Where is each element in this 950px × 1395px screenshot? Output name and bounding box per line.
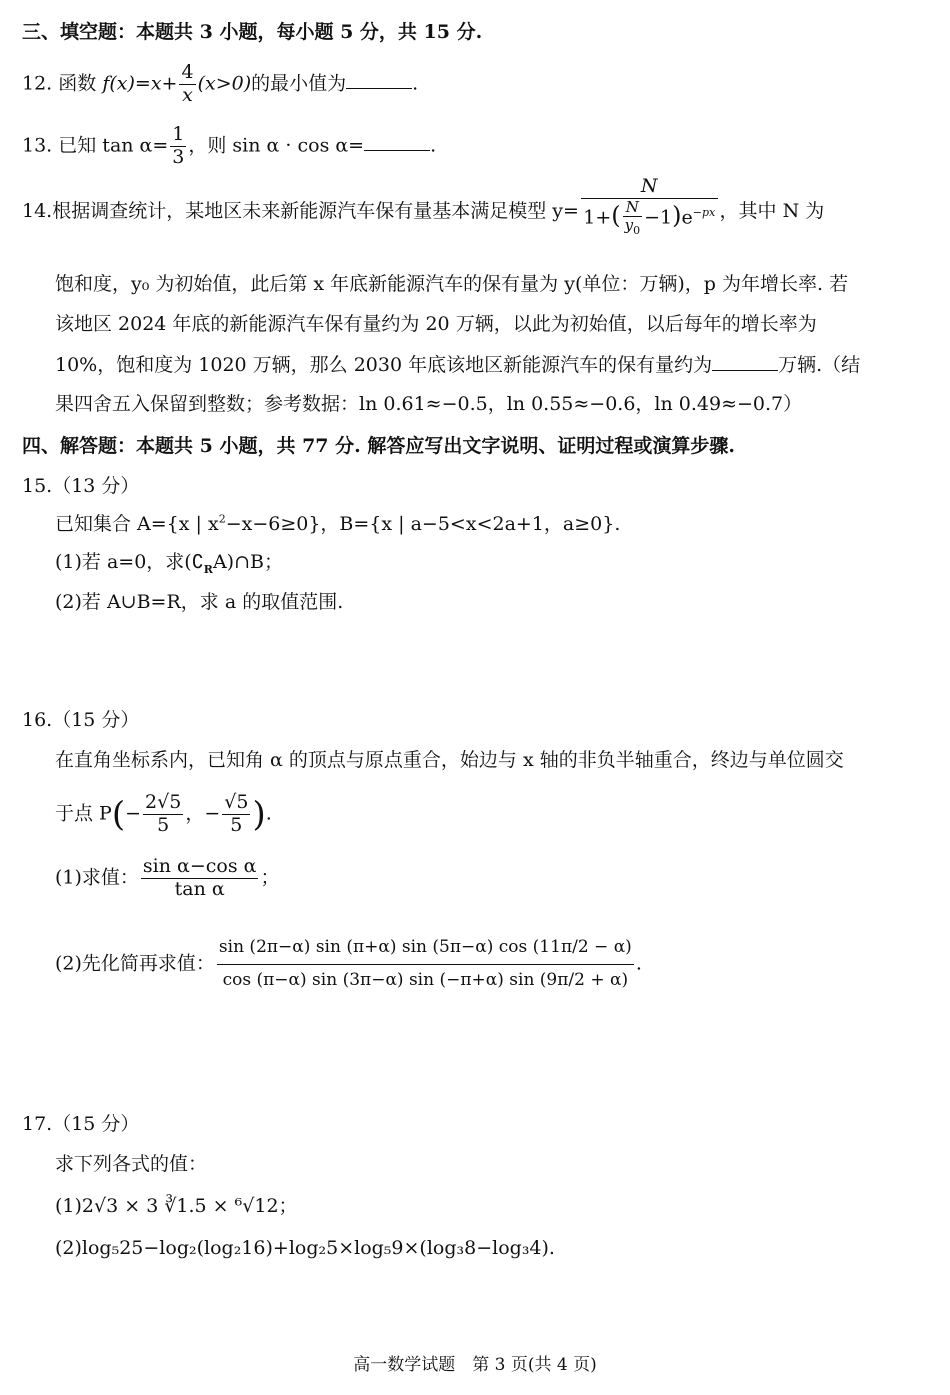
q14-number: 14. [22, 199, 53, 222]
part1-fraction: $\frac{\text{sin α−cos α}}{\text{tan α}}$ [142, 855, 257, 900]
part2-fraction: $\frac{\sin (2\pi-\alpha) \sin (\pi+\alpha) \sin (5\pi-\alpha) \cos (11\pi/2 - \alpha)}{\cos (\pi-\alpha) \sin (3\pi-\alpha) \sin (-\pi+\alpha) \sin (9\pi/2 + \alpha)}$ [217, 932, 634, 996]
question-16-part1: (1)求值： $\frac{\text{sin α−cos α}}{\text{tan α}}$ ； [55, 855, 280, 900]
q14-model-fraction: N 1+( $\frac{N}{y_0}$ $-1)e^{-px}$ [581, 176, 718, 238]
question-13: 13. 已知 tan α= $\frac{1}{3}$ ，则 sin α · cos α= . [22, 123, 437, 168]
question-17-part2: (2)log₅25−log₂(log₂16)+log₂5×log₅9×(log₃8−log₃4). [55, 1237, 555, 1259]
question-15-head: 15.（13 分） [22, 475, 140, 497]
question-14-line3: 该地区 2024 年底的新能源汽车保有量约为 20 万辆，以此为初始值，以后每年的增长率为 [55, 313, 817, 335]
question-14-line4: 10%，饱和度为 1020 万辆，那么 2030 年底该地区新能源汽车的保有量约为 万辆.（结 [55, 354, 861, 376]
page-footer: 高一数学试题 第 3 页(共 4 页) [353, 1355, 597, 1375]
question-14-line5: 果四舍五入保留到整数；参考数据：ln 0.61≈−0.5，ln 0.55≈−0.6，ln 0.49≈−0.7） [55, 393, 803, 415]
question-16-stem2: 于点 P(− $\frac{2√5}{5}$ ，− $\frac{√5}{5}$ ). [55, 791, 272, 836]
question-16-part2: (2)先化简再求值： $\frac{\sin (2\pi-\alpha) \sin (\pi+\alpha) \sin (5\pi-\alpha) \cos (11\pi/2 - \alpha)}{\cos (\pi-\alpha) \sin (3\pi-\alpha) \sin (-\pi+\alpha) \sin (9\pi/2 + \alpha)}$ . [55, 932, 642, 996]
point-y-fraction: $\frac{√5}{5}$ [224, 791, 249, 836]
q13-fraction: $\frac{1}{3}$ [172, 123, 185, 168]
question-17-stem: 求下列各式的值： [55, 1153, 208, 1175]
question-12: 12. 函数 f(x)=x+ $\frac{4}{x}$ (x>0)的最小值为 . [22, 61, 419, 106]
q13-number: 13. [22, 134, 53, 157]
answer-blank[interactable] [364, 132, 430, 151]
answer-blank[interactable] [346, 70, 412, 89]
question-16-head: 16.（15 分） [22, 709, 140, 731]
answer-blank[interactable] [712, 352, 778, 371]
question-14-line2: 饱和度，y₀ 为初始值，此后第 x 年底新能源汽车的保有量为 y(单位：万辆)，p 为年增长率. 若 [55, 273, 849, 295]
question-16-stem1: 在直角坐标系内，已知角 α 的顶点与原点重合，始边与 x 轴的非负半轴重合，终边与单位圆交 [55, 749, 844, 771]
question-17-part1: (1)2√3 × 3 ∛1.5 × ⁶√12； [55, 1195, 298, 1217]
section3-header: 三、填空题：本题共 3 小题，每小题 5 分，共 15 分. [22, 21, 483, 43]
section4-header: 四、解答题：本题共 5 小题，共 77 分. 解答应写出文字说明、证明过程或演算步骤. [22, 435, 735, 457]
point-x-fraction: $\frac{2√5}{5}$ [145, 791, 182, 836]
question-15-part2: (2)若 A∪B=R，求 a 的取值范围. [55, 591, 344, 613]
q12-number: 12. [22, 72, 53, 95]
question-15-stem: 已知集合 A={x | $x^2-x-6\ge 0$}，B={x | a−5<x<2a+1，a≥0}. [55, 512, 621, 535]
q12-fraction: $\frac{4}{x}$ [181, 61, 194, 106]
question-15-part1: (1)若 a=0，求$(∁_RA)\cap B$； [55, 551, 283, 576]
question-14-line1: 14.根据调查统计，某地区未来新能源汽车保有量基本满足模型 y= N 1+( $\frac{N}{y_0}$ $-1)e^{-px}$ ，其中 N 为 [22, 175, 825, 238]
question-17-head: 17.（15 分） [22, 1113, 140, 1135]
